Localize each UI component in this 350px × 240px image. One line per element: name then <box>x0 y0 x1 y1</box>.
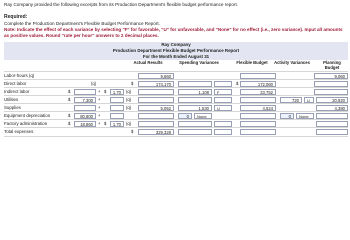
formula-var: (q) <box>126 97 132 102</box>
activity-amount-input[interactable]: 0 <box>280 113 294 119</box>
dollar-sign: $ <box>68 113 71 118</box>
fixed-cost-input[interactable]: 80,800 <box>74 113 96 119</box>
activity-effect-select[interactable]: U <box>304 97 314 103</box>
flexible-input[interactable]: 4,524 <box>240 105 276 111</box>
formula-var: (q) <box>126 89 132 94</box>
flexible-input[interactable] <box>240 129 276 135</box>
plus-sign: + <box>98 89 101 94</box>
spending-amount-input[interactable]: 0 <box>178 113 192 119</box>
note-text: Note: Indicate the effect of each variance by selecting "F" for favorable, "U" for unfavorable, and "None" for no effect (i.e., zero variance). Input all amounts as positive values. Round "rate per hour" answers to 2 decimal places. <box>4 27 343 38</box>
spending-amount-input[interactable]: 1,108 <box>178 89 212 95</box>
spending-effect-select[interactable] <box>214 129 232 135</box>
actual-input[interactable]: 329,328 <box>138 129 174 135</box>
required-label: Required: <box>4 14 28 20</box>
row-label: Utilities <box>4 97 19 102</box>
intro-text: Ray Company provided the following excerpts from its Production Department's flexible budget performance report. <box>4 2 238 7</box>
activity-amount-input[interactable]: 720 <box>280 97 302 103</box>
planning-input[interactable] <box>316 129 348 135</box>
actual-input[interactable]: 9,660 <box>138 73 174 79</box>
formula-var: (q) <box>126 121 132 126</box>
activity-effect-select[interactable]: None <box>296 113 314 119</box>
planning-input[interactable]: 20,920 <box>316 97 348 103</box>
spending-effect-select[interactable]: None <box>194 113 212 119</box>
col-actual: Actual Results <box>133 60 163 65</box>
plus-sign: + <box>98 113 101 118</box>
row-label: Equipment depreciation <box>4 113 51 118</box>
dollar-sign: $ <box>236 81 239 86</box>
col-planning: Planning Budget <box>323 60 341 70</box>
flexible-input[interactable]: 23,752 <box>240 89 276 95</box>
row-label: Supplies <box>4 105 21 110</box>
row-label: Labor-hours (q) <box>4 73 35 78</box>
instruction-text: Complete the Production Department's Flexible Budget Performance Report. <box>4 21 160 26</box>
spending-effect-select[interactable]: U <box>214 105 232 111</box>
row-label: Indirect labor <box>4 89 30 94</box>
performance-report-table <box>4 42 348 150</box>
col-flexible: Flexible Budget <box>236 60 268 65</box>
report-company: Ray Company <box>4 42 348 48</box>
actual-input[interactable]: 5,052 <box>138 105 174 111</box>
plus-sign: + <box>98 121 101 126</box>
dollar-sign: $ <box>68 89 71 94</box>
table-row <box>4 127 348 137</box>
planning-input[interactable]: 4,380 <box>316 105 348 111</box>
report-period: For the Month Ended August 31 <box>4 54 348 60</box>
flexible-input[interactable]: 172,060 <box>240 81 276 87</box>
dollar-sign: $ <box>68 97 71 102</box>
dollar-sign: $ <box>131 81 134 86</box>
report-title: Production Department Flexible Budget Performance Report <box>4 48 348 54</box>
col-activity: Activity Variances <box>274 60 310 65</box>
row-label: Direct labor <box>4 81 27 86</box>
fixed-cost-input[interactable]: 18,860 <box>74 121 96 127</box>
spending-amount-input[interactable] <box>178 129 212 135</box>
fixed-cost-input[interactable]: 7,300 <box>74 97 96 103</box>
dollar-sign: $ <box>104 121 107 126</box>
col-spending: Spending Variances <box>179 60 219 65</box>
row-label: Factory administration <box>4 121 48 126</box>
spending-amount-input[interactable]: 1,530 <box>178 105 212 111</box>
row-label: Total expenses <box>4 129 34 134</box>
dollar-sign: $ <box>104 89 107 94</box>
rate-input[interactable]: 1.70 <box>110 121 124 127</box>
planning-input[interactable]: 9,060 <box>314 73 348 79</box>
dollar-sign: $ <box>68 121 71 126</box>
formula-var: (q) <box>91 81 97 86</box>
plus-sign: + <box>98 105 101 110</box>
dollar-sign: $ <box>131 129 134 134</box>
actual-input[interactable]: 174,170 <box>138 81 174 87</box>
formula-var: (q) <box>126 105 132 110</box>
spending-effect-select[interactable]: F <box>214 89 232 95</box>
plus-sign: + <box>98 97 101 102</box>
rate-input[interactable]: 1.70 <box>110 89 124 95</box>
